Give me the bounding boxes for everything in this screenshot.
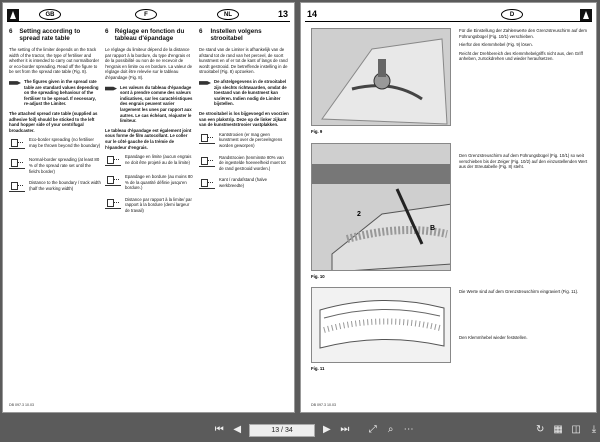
column-fr xyxy=(105,28,195,220)
prev-page-icon[interactable]: ◀ xyxy=(233,424,242,435)
boundary-distance-icon xyxy=(9,180,25,192)
spread-icon[interactable]: ◫ xyxy=(571,424,581,435)
note-text: Les valeurs du tableau d'épandage sont à prendre comme des valeurs indicatives, car les caractéristiques des engrais peuvent varier largement les unes par rapport aux autres. Le cas échéant, réajuster le limiteur. xyxy=(120,84,193,124)
fit-page-icon[interactable]: ⤢ xyxy=(368,424,377,435)
paragraph: Hierfür den Klemmhebel (Fig. 9) lösen. xyxy=(459,42,533,48)
section-title: Instellen volgens strooitabel xyxy=(210,28,262,42)
figure-caption: Fig. 9 xyxy=(311,129,323,134)
paragraph: De stand van de Limiter is afhankelijk van de afstand tot de rand van het perceel, de soort kunstmest en of er tot de kant of langs de rand wordt gestrooid. De betreffende instelling in de strooitabel (Fig. 8) opzoeken. xyxy=(199,47,288,75)
page-number: 13 xyxy=(277,9,288,19)
download-icon[interactable]: ⤓ xyxy=(591,424,597,435)
paragraph: Die Werte sind auf dem Grenzstreuschirm eingraviert (Fig. 11). xyxy=(459,289,579,294)
section-title: Setting according to spread rate table xyxy=(19,28,81,42)
lang-badge-d: D xyxy=(501,9,523,20)
left-page xyxy=(2,2,295,413)
viewer-toolbar xyxy=(0,418,600,442)
clamp-lever-illustration xyxy=(312,29,451,126)
page-number: 14 xyxy=(307,9,318,19)
section-number: 6 xyxy=(9,28,13,35)
symbol-label: Randstrooien (tenminste 80% van de ingestelde hoeveelheid moet tot de rand gestrooid worden.) xyxy=(219,154,286,171)
border-spreading-deflector-illustration xyxy=(312,144,451,271)
note-text: The figures given in the spread rate table are standard values depending on the spreading behaviour of the fertiliser to be spread. If necessary, re-adjust the Limiter. xyxy=(24,78,99,107)
paragraph: Le réglage du limiteur dépend de la distance par rapport à la bordure, du type d'engrais et de la possibilité ou non de ne recevoir de l'engrais en limite ou en bordure. La valeur de réglage doit être relevée sur le tableau d'épandage (Fig. 8). xyxy=(105,47,193,80)
column-nl xyxy=(199,28,289,197)
rotate-icon[interactable]: ↻ xyxy=(535,424,545,435)
paragraph: Reicht der Drehbereich des Klemmhebelgriffs nicht aus, den Griff anheben, zurückdrehen und wieder heraufsetzen. xyxy=(459,50,583,62)
boundary-distance-icon xyxy=(199,177,215,189)
first-page-icon[interactable]: ⏮ xyxy=(214,424,224,435)
eco-border-spreading-icon xyxy=(9,137,25,149)
paragraph: Den Grenzstreuschirm auf dem Führungsbügel (Fig. 10/1) so weit verschieben bis der Zeiger (Fig. 10/2) auf den einzustellenden Wert aus der Streutabelle (Fig. 8) steht. xyxy=(459,153,588,170)
normal-border-spreading-icon xyxy=(105,174,121,186)
hand-pointer-icon xyxy=(9,80,21,86)
section-number: 6 xyxy=(105,28,109,35)
page-footer: DB 097.3 10.03 xyxy=(311,403,336,407)
symbol-label: Epandage en bordure (au moins 80 % de la quantité définie jusqu'en bordure.) xyxy=(125,174,193,191)
figure-label-b: B xyxy=(430,225,436,232)
figure-10-photo xyxy=(311,143,451,271)
hand-pointer-icon xyxy=(199,80,211,86)
symbol-label: Kantstrooien (er mag geen kunstmest over de perceelsgrens worden geworpen) xyxy=(219,131,283,148)
paragraph: Le tableau d'épandage est également joint sous forme de film autocollant. Le coller sur le côté gauche de la trémie de l'épandeur d'engrais. xyxy=(105,127,192,150)
zoom-icon[interactable]: ⌕ xyxy=(387,424,394,435)
paragraph: The attached spread rate table (supplied as adhesive foil) should be sticked to the left hand hopper side of your centrifugal broadcaster. xyxy=(9,110,98,133)
grid-icon[interactable]: ▦ xyxy=(553,424,563,435)
lang-badge-nl: NL xyxy=(217,9,239,20)
symbol-label: Epandage en limite (aucun engrais ne doit être projeté au de la limite) xyxy=(125,154,192,165)
page-footer: DB 097.3 10.03 xyxy=(9,403,34,407)
lang-badge-gb: GB xyxy=(39,9,61,20)
hand-pointer-icon xyxy=(105,86,117,92)
text-block-fig11 xyxy=(459,289,589,298)
section-number: 6 xyxy=(199,28,203,35)
right-page xyxy=(300,2,597,413)
eco-border-spreading-icon xyxy=(105,154,121,166)
boundary-distance-icon xyxy=(105,197,121,209)
text-block-fig9 xyxy=(459,28,589,65)
engraved-scale-illustration xyxy=(312,288,451,363)
symbol-label: Normal-border spreading (at least 80 % of the spread rate set until the field's border) xyxy=(29,157,100,174)
logo-icon xyxy=(580,9,592,21)
text-block-fig10 xyxy=(459,153,589,173)
figure-11-scale xyxy=(311,287,451,363)
more-icon[interactable]: ⋯ xyxy=(403,424,414,435)
paragraph: Den Klemmhebel wieder feststellen. xyxy=(459,335,528,340)
symbol-label: Kant / randafstand (halve werkbreedte) xyxy=(219,177,268,188)
figure-caption: Fig. 10 xyxy=(311,274,325,279)
column-gb xyxy=(9,28,101,200)
last-page-icon[interactable]: ⏭ xyxy=(340,424,350,435)
symbol-label: Eco-border spreading (no fertiliser may be thrown beyond the boundary) xyxy=(29,137,101,148)
normal-border-spreading-icon xyxy=(199,155,215,167)
symbol-label: Distance par rapport à la limite/ par rapport à la bordure (demi largeur de travail) xyxy=(125,196,192,214)
eco-border-spreading-icon xyxy=(199,132,215,144)
next-page-icon[interactable]: ▶ xyxy=(323,424,331,435)
paragraph: Für die Einstellung der Zahlenwerte den Grenzstreuschirm auf dem Führungsbügel (Fig. 10/1) verschieben. xyxy=(459,28,588,39)
figure-caption: Fig. 11 xyxy=(311,366,325,371)
symbol-label: Distance to the boundary / track width (half the working width) xyxy=(29,180,101,191)
text-block-final xyxy=(459,335,589,344)
logo-icon xyxy=(7,9,19,21)
figure-label-2: 2 xyxy=(357,211,361,218)
normal-border-spreading-icon xyxy=(9,157,25,169)
paragraph: The setting of the limiter depends on the track width of the tractor, the type of fertiliser and whether it is intended to carry out normalborder or eco-border spreading. Read off the figure to be set from the spread rate table (Fig. 8). xyxy=(9,47,100,75)
paragraph: De strooitabel is los bijgevoegd en voorzien van een plakstrip. Deze op de linker zijkant van de kunstmeststrooier vastplakken. xyxy=(199,110,289,128)
page-number-input[interactable]: 13 / 34 xyxy=(249,424,315,437)
figure-9-photo xyxy=(311,28,451,126)
lang-badge-f: F xyxy=(135,9,157,20)
section-title: Réglage en fonction du tableau d'épandage xyxy=(114,28,185,42)
note-text: De afstelgegevens in de strooitabel zijn slechts richtwaarden, omdat de toestand van de kunstmest kan variëren. Indien nodig de Limiter bijstellen. xyxy=(214,78,287,107)
